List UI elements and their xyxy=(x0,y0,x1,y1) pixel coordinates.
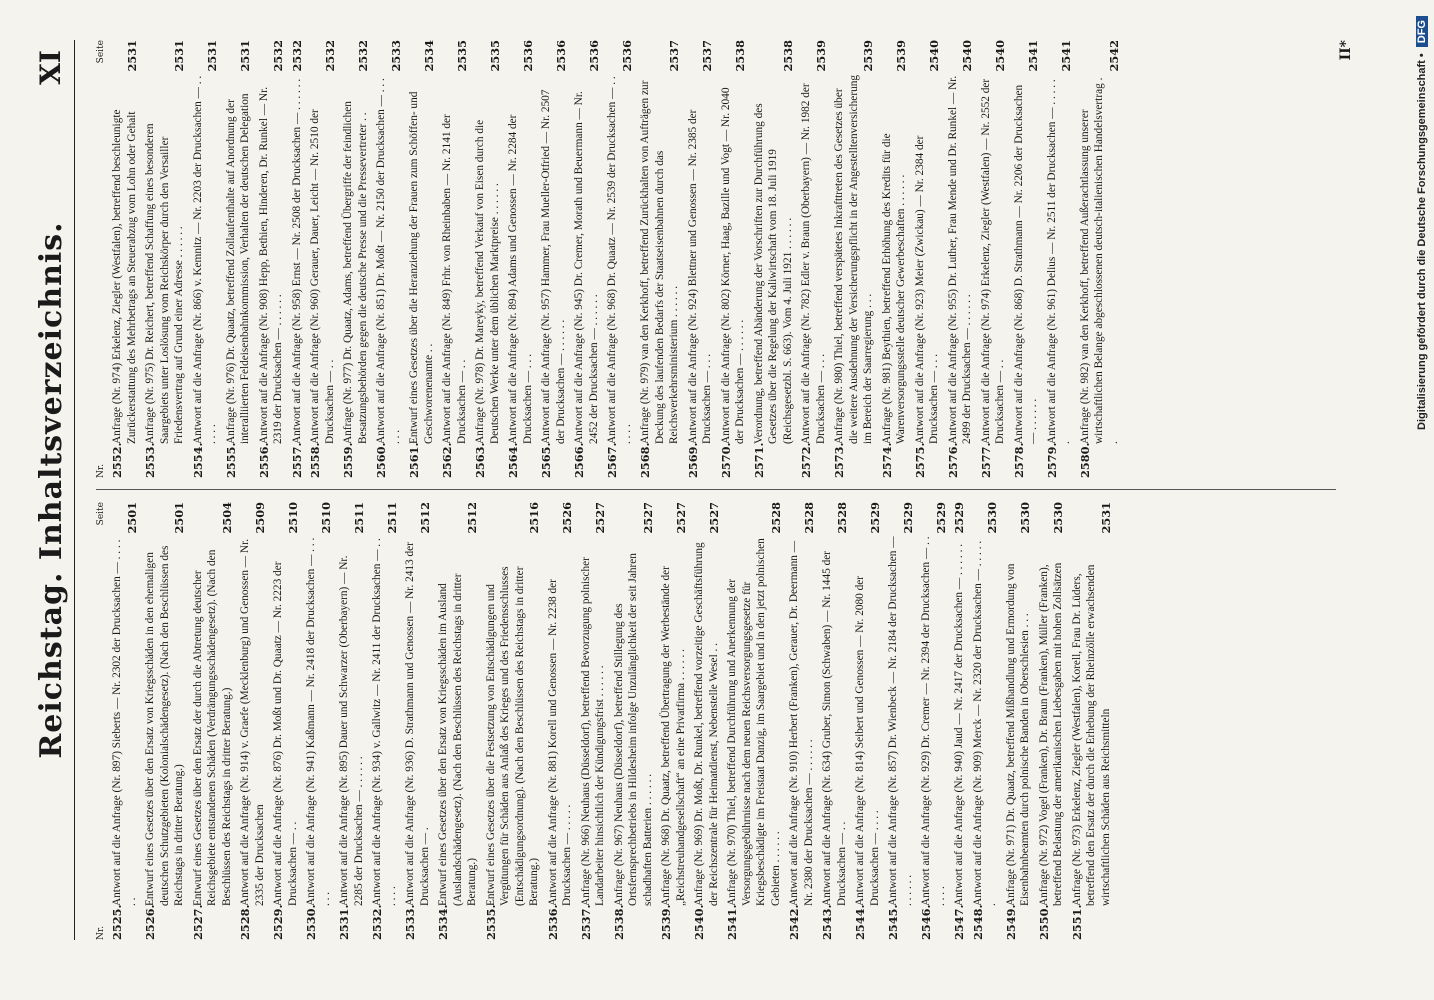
entry-text: Antwort auf die Anfrage (Nr. 955) Dr. Luther, Frau Mende und Dr. Runkel — Nr. 2499 der Drucksachen — . . . . . . xyxy=(946,75,973,444)
entry-page: 2526 xyxy=(560,502,574,534)
dfg-logo: DFG xyxy=(1416,16,1428,47)
entry-number: 2529. xyxy=(271,904,285,940)
index-entry xyxy=(579,502,608,940)
entry-page: 2527 xyxy=(593,502,607,534)
index-entry xyxy=(271,502,300,940)
index-entry xyxy=(913,40,942,478)
entry-text: Entwurf eines Gesetzes über den Ersatz der durch die Abtretung deutscher Reichsgebiete entstandenen Schäden (Verdrängungsschädengesetz). (Nach den Beschlüssen des Reichstags in dritter Beratung.) xyxy=(191,549,233,906)
index-entry xyxy=(919,502,948,940)
header-rule xyxy=(74,40,75,940)
entry-text: Antwort auf die Anfrage (Nr. 634) Gruber, Simon (Schwaben) — Nr. 1445 der Drucksachen — . . xyxy=(821,550,848,906)
index-entry xyxy=(337,502,366,940)
entry-text: Antwort auf die Anfrage (Nr. 908) Hepp, Bethien, Hinderen, Dr. Runkel — Nr. 2319 der Drucksachen — . . . . . . xyxy=(257,86,284,444)
index-entry xyxy=(1037,502,1066,940)
index-entry xyxy=(110,40,139,478)
entry-number: 2562. xyxy=(440,442,454,478)
entry-page: 2540 xyxy=(927,40,941,72)
entry-page: 2536 xyxy=(553,40,568,72)
entry-page: 2534 xyxy=(421,40,436,72)
index-entry xyxy=(692,502,721,940)
index-entry xyxy=(572,40,601,478)
entry-page: 2535 xyxy=(487,40,502,72)
nr-label: Nr. xyxy=(96,925,106,940)
index-entry xyxy=(979,40,1008,478)
entry-page: 2501 xyxy=(124,502,139,534)
entry-number: 2542. xyxy=(787,904,801,940)
entry-number: 2576. xyxy=(945,442,960,478)
entry-page: 2539 xyxy=(894,40,908,72)
entry-page: 2535 xyxy=(454,40,469,72)
index-entry xyxy=(612,502,656,940)
entry-number: 2577. xyxy=(978,442,993,478)
entry-page: 2531 xyxy=(172,40,186,72)
entry-text: Antwort auf die Anfrage (Nr. 851) Dr. Moßt — Nr. 2150 der Drucksachen — . . . . . . xyxy=(375,78,402,444)
entry-text: Anfrage (Nr. 968) Dr. Quaatz, betreffend Übertragung der Werbestände der „Reichstreuhandgesellschaft“ an eine Privatfirma . . . . . . xyxy=(660,566,687,906)
column-divider xyxy=(96,489,1336,490)
entry-text: Anfrage (Nr. 971) Dr. Quaatz, betreffend Mißhandlung und Ermordung von Eisenbahnbeamten durch polnische Banden in Oberschlesien . . . xyxy=(1004,563,1031,906)
entry-page: 2509 xyxy=(252,502,267,534)
entry-text: Entwurf eines Gesetzes über den Ersatz von Kriegsschäden in den ehemaligen deutschen Schutzgebieten (Kolonialschädengesetz). (Nach den Beschlüssen des Reichstags in dritter Beratung.) xyxy=(144,545,185,906)
entry-page: 2511 xyxy=(351,502,366,534)
entry-text: Antwort auf die Anfrage (Nr. 894) Adams und Genossen — Nr. 2284 der Drucksachen — . . . xyxy=(507,114,534,444)
entry-text: Antwort auf die Anfrage (Nr. 929) Dr. Cremer — Nr. 2394 der Drucksachen — . . . . . . xyxy=(920,536,947,906)
entry-number: 2572. xyxy=(799,442,813,478)
index-entry xyxy=(436,502,480,940)
entry-number: 2525. xyxy=(110,904,124,940)
entry-text: Antwort auf die Anfrage (Nr. 924) Blettner und Genossen — Nr. 2385 der Drucksachen — . . . xyxy=(686,109,713,444)
entry-text: Antwort auf die Anfrage (Nr. 958) Ernst — Nr. 2508 der Drucksachen — . . . . . . xyxy=(290,78,303,444)
entry-number: 2546. xyxy=(919,904,933,940)
entry-number: 2526. xyxy=(143,904,157,940)
entry-number: 2569. xyxy=(685,442,700,478)
index-entry xyxy=(143,40,187,478)
entry-page: 2528 xyxy=(834,502,849,534)
entry-number: 2550. xyxy=(1036,904,1051,940)
entry-number: 2565. xyxy=(539,442,553,478)
index-entry xyxy=(719,40,748,478)
entry-page: 2532 xyxy=(355,40,370,72)
index-entry xyxy=(308,40,337,478)
credit-text: Digitalisierung gefördert durch die Deutsche Forschungsgemeinschaft • xyxy=(1416,53,1428,430)
index-entry xyxy=(407,40,436,478)
entry-text: Anfrage (Nr. 967) Neuhaus (Düsseldorf), betreffend Stillegung des Ortsfernsprechbetriebs in Hildesheim infolge Unzulänglichkeit der seit Jahren schadhaften Batterien . . . . . . xyxy=(612,553,654,906)
index-entry xyxy=(952,502,967,940)
entry-page: 2532 xyxy=(271,40,285,72)
index-entry xyxy=(374,40,403,478)
entry-number: 2555. xyxy=(223,442,238,478)
entry-page: 2529 xyxy=(900,502,915,534)
left-column xyxy=(96,502,1117,940)
index-entry xyxy=(546,502,575,940)
entry-text: Antwort auf die Anfrage (Nr. 941) Kaßmann — Nr. 2418 der Drucksachen — . . . . . . xyxy=(305,537,332,906)
entry-page: 2527 xyxy=(706,502,721,534)
entry-text: Anfrage (Nr. 966) Neuhaus (Düsseldorf), betreffend Bevorzugung polnischer Landarbeiter hinsichtlich der Kündigungsfrist . . . . . . xyxy=(579,557,606,906)
entry-number: 2578. xyxy=(1011,442,1026,478)
entry-number: 2540. xyxy=(692,904,706,940)
entry-number: 2574. xyxy=(879,442,894,478)
entry-page: 2541 xyxy=(1059,40,1073,72)
index-entry xyxy=(1045,40,1074,478)
entry-page: 2530 xyxy=(1018,502,1032,534)
entry-number: 2541. xyxy=(725,904,739,940)
entry-number: 2538. xyxy=(611,904,626,940)
entry-text: Antwort auf die Anfrage (Nr. 876) Dr. Moßt und Dr. Quaatz — Nr. 2223 der Drucksachen — . . xyxy=(272,561,299,906)
index-entry xyxy=(257,40,286,478)
entry-number: 2553. xyxy=(143,442,157,478)
entry-page: 2527 xyxy=(640,502,655,534)
entry-text: Antwort auf die Anfrage (Nr. 895) Dauer und Schwarzer (Oberbayern) — Nr. 2285 der Drucksachen — . . . . . . xyxy=(338,555,365,906)
right-column xyxy=(96,40,1125,478)
index-entry xyxy=(484,502,542,940)
column-header xyxy=(96,502,110,940)
entry-text: Anfrage (Nr. 978) Dr. Mareyky, betreffend Verkauf von Eisen durch die Deutschen Werke unter dem üblichen Marktpreise . . . . . . xyxy=(474,119,501,444)
index-entry xyxy=(506,40,535,478)
entry-number: 2558. xyxy=(308,442,322,478)
entry-number: 2570. xyxy=(718,442,733,478)
entry-page: 2539 xyxy=(813,40,828,72)
index-entry xyxy=(370,502,399,940)
index-entry xyxy=(605,40,634,478)
entry-text: Anfrage (Nr. 973) Erkelenz, Ziegler (Westfalen), Korell, Frau Dr. Lüders, betreffend den Ersatz der durch die Erhebung der Rheinzölle erwachsenden wirtschaftlichen Schäden aus Reichsmitteln xyxy=(1070,564,1112,906)
entry-text: Anfrage (Nr. 970) Thiel, betreffend Durchführung und Anerkennung der Versorgungsgebührnisse nach dem neuen Reichsversorgungsgesetze für Kriegsbeschädigte im Freistaat Danzig, im Saargebiet und in den jetzt polnischen Gebieten . . . . . . xyxy=(726,538,782,906)
entry-page: 2531 xyxy=(205,40,219,72)
entry-text: Anfrage (Nr. 972) Vogel (Franken), Dr. Braun (Franken), Müller (Franken), betreffend Belastung der amerikanischen Liebesgaben mit hohen Zollsätzen xyxy=(1037,562,1064,906)
entry-number: 2533. xyxy=(403,904,417,940)
seite-label: Seite xyxy=(96,502,106,526)
entry-number: 2537. xyxy=(578,904,593,940)
entry-page: 2531 xyxy=(1098,502,1113,534)
index-entry xyxy=(143,502,187,940)
entry-number: 2560. xyxy=(374,442,388,478)
entry-number: 2551. xyxy=(1069,904,1084,940)
index-entry xyxy=(880,40,909,478)
entry-text: Antwort auf die Anfrage (Nr. 881) Korell und Genossen — Nr. 2238 der Drucksachen — . . . . . xyxy=(546,579,573,906)
entry-number: 2545. xyxy=(886,904,900,940)
index-entry xyxy=(341,40,370,478)
entry-page: 2541 xyxy=(1026,40,1040,72)
entry-page: 2528 xyxy=(801,502,816,534)
entry-page: 2530 xyxy=(1051,502,1065,534)
entry-number: 2566. xyxy=(572,442,586,478)
entry-text: Antwort auf die Anfrage (Nr. 802) Körner, Haag, Bazille und Vogt — Nr. 2040 der Drucksachen — . . . . . . xyxy=(719,87,746,444)
entry-text: Anfrage (Nr. 976) Dr. Quaatz, betreffend Zollaufenthalte auf Anordnung der interalliierten Feldeisenbahnkommission, Verhalten der deutschen Delegation xyxy=(224,93,251,444)
entry-number: 2580. xyxy=(1077,442,1092,478)
index-entry xyxy=(638,40,682,478)
entry-number: 2559. xyxy=(341,442,355,478)
entry-text: Antwort auf die Anfrage (Nr. 914) v. Graefe (Mecklenburg) und Genossen — Nr. 2335 der Drucksachen xyxy=(239,538,266,906)
page-header xyxy=(34,40,78,940)
entry-page: 2510 xyxy=(285,502,300,534)
entry-page: 2510 xyxy=(318,502,333,534)
entry-page: 2531 xyxy=(124,40,139,72)
entry-number: 2534. xyxy=(436,904,450,940)
entry-number: 2561. xyxy=(407,442,421,478)
index-entry xyxy=(304,502,333,940)
entry-text: Antwort auf die Anfrage (Nr. 849) Frhr. von Rheinbaben — Nr. 2141 der Drucksachen — . . xyxy=(441,114,468,444)
entry-page: 2531 xyxy=(238,40,252,72)
index-entry xyxy=(886,502,915,940)
index-entry xyxy=(946,40,975,478)
entry-number: 2530. xyxy=(304,904,318,940)
entry-page: 2529 xyxy=(867,502,882,534)
entry-page: 2529 xyxy=(933,502,948,534)
index-entry xyxy=(1012,40,1041,478)
entry-page: 2538 xyxy=(733,40,747,72)
entry-text: Antwort auf die Anfrage (Nr. 923) Meier (Zwickau) — Nr. 2384 der Drucksachen — . . . xyxy=(913,135,940,444)
entry-text: Anfrage (Nr. 969) Dr. Moßt, Dr. Runkel, betreffend vorzeitige Geschäftsführung der Reichszentrale für Heimatdienst, Nebenstelle Wesel . . xyxy=(693,542,720,906)
entry-page: 2530 xyxy=(985,502,999,534)
entry-text: Entwurf eines Gesetzes über die Heranziehung der Frauen zum Schöffen- und Geschworenenamte . . xyxy=(408,91,435,444)
page-title: Reichstag. Inhaltsverzeichnis. xyxy=(34,221,69,759)
entry-page: 2516 xyxy=(527,502,541,534)
entry-text: Antwort auf die Anfrage (Nr. 936) D. Strathmann und Genossen — Nr. 2413 der Drucksachen — . xyxy=(404,542,431,906)
entry-text: Antwort auf die Anfrage (Nr. 960) Gerauer, Dauer, Leicht — Nr. 2510 der Drucksachen — . . xyxy=(309,109,336,444)
entry-page: 2537 xyxy=(667,40,681,72)
entry-number: 2527. xyxy=(190,904,205,940)
entry-number: 2564. xyxy=(506,442,520,478)
entry-text: Anfrage (Nr. 975) Dr. Reichert, betreffend Schaffung eines besonderen Saargebiets unter Loslösung vom Reichskörper durch den Versailler Friedensvertrag auf Grund einer Adresse . . . . . . xyxy=(144,123,185,444)
nr-label: Nr. xyxy=(96,463,106,478)
entry-page: 2512 xyxy=(417,502,432,534)
entry-page: 2538 xyxy=(780,40,795,72)
entry-number: 2532. xyxy=(370,904,384,940)
entry-text: Antwort auf die Anfrage (Nr. 934) v. Gallwitz — Nr. 2411 der Drucksachen — . . . . . . xyxy=(371,538,398,906)
entry-number: 2544. xyxy=(853,904,867,940)
index-entry xyxy=(659,502,688,940)
index-entry xyxy=(403,502,432,940)
index-entry xyxy=(191,502,235,940)
index-entry xyxy=(787,502,816,940)
entry-number: 2535. xyxy=(483,904,498,940)
entry-number: 2568. xyxy=(638,442,652,478)
index-entry xyxy=(290,40,305,478)
entry-text: Antwort auf die Anfrage (Nr. 814) Seibert und Genossen — Nr. 2080 der Drucksachen — . . . . xyxy=(854,575,881,906)
entry-number: 2554. xyxy=(190,442,205,478)
index-entry xyxy=(820,502,849,940)
entry-text: Antwort auf die Anfrage (Nr. 974) Erkelenz, Ziegler (Westfalen) — Nr. 2552 der Drucksachen — . . xyxy=(979,78,1006,444)
entry-number: 2556. xyxy=(256,442,271,478)
entry-page: 2504 xyxy=(219,502,234,534)
digitization-credit xyxy=(1410,0,1434,1000)
entry-text: Anfrage (Nr. 974) Erkelenz, Ziegler (Westfalen), betreffend beschleunigte Zurückerstattung des Mehrbetrags an Steuerabzug vom Lohn oder Gehalt xyxy=(111,109,138,444)
index-entry xyxy=(238,502,267,940)
entry-text: Antwort auf die Anfrage (Nr. 961) Delius — Nr. 2511 der Drucksachen — . . . . . . xyxy=(1045,79,1072,444)
index-entry xyxy=(1004,502,1033,940)
entry-number: 2552. xyxy=(110,442,124,478)
entry-number: 2531. xyxy=(337,904,351,940)
entry-text: Entwurf eines Gesetzes über die Festsetzung von Entschädigungen und Vergütungen für Schäden aus Anlaß des Krieges und des Friedensschlusses (Entschädigungsordnung). (Nach den Beschlüssen des Reichstags in dritter Beratung.) xyxy=(484,566,540,906)
entry-number: 2528. xyxy=(238,904,252,940)
entry-text: Antwort auf die Anfrage (Nr. 897) Sieberts — Nr. 2302 der Drucksachen — . . . . . . xyxy=(111,539,138,906)
index-entry xyxy=(1078,40,1122,478)
entry-number: 2563. xyxy=(473,442,487,478)
entry-number: 2579. xyxy=(1044,442,1059,478)
index-entry xyxy=(110,502,139,940)
entry-page: 2532 xyxy=(289,40,304,72)
entry-text: Anfrage (Nr. 981) Beythien, betreffend Erhöhung des Kredits für die Warenversorgungsstelle deutscher Gewerbeschaften . . . . . . xyxy=(880,133,907,444)
entry-number: 2536. xyxy=(545,904,560,940)
index-entry xyxy=(853,502,882,940)
entry-text: Antwort auf die Anfrage (Nr. 940) Jaud — Nr. 2417 der Drucksachen — . . . . . . xyxy=(953,543,965,906)
entry-text: Antwort auf die Anfrage (Nr. 857) Dr. Wienbeck — Nr. 2184 der Drucksachen — . . . . . . xyxy=(887,536,914,906)
index-entry xyxy=(752,40,796,478)
entry-text: Antwort auf die Anfrage (Nr. 957) Hammer, Frau Mueller-Otfried — Nr. 2507 der Drucksachen — . . . . . . xyxy=(540,89,567,444)
entry-page: 2542 xyxy=(1106,40,1121,72)
index-entry xyxy=(473,40,502,478)
entry-text: Antwort auf die Anfrage (Nr. 910) Herbert (Franken), Gerauer, Dr. Deermann — Nr. 2380 der Drucksachen — . . . . . . xyxy=(788,541,815,906)
index-entry xyxy=(191,40,220,478)
entry-text: Antwort auf die Anfrage (Nr. 945) Dr. Cremer, Morath und Beuermann — Nr. 2452 der Drucksachen — . . . . . . xyxy=(573,91,600,444)
entry-page: 2529 xyxy=(952,502,966,534)
column-header xyxy=(96,40,110,478)
entry-number: 2571. xyxy=(751,442,766,478)
index-entry xyxy=(832,40,876,478)
entry-text: Entwurf eines Gesetzes über den Ersatz von Kriegsschäden im Ausland (Auslandschädengesetz). (Nach den Beschlüssen des Reichstags in dritter Beratung.) xyxy=(437,573,478,906)
entry-number: 2567. xyxy=(605,442,619,478)
entry-number: 2548. xyxy=(970,904,985,940)
index-entry xyxy=(686,40,715,478)
entry-page: 2512 xyxy=(465,502,479,534)
entry-text: Anfrage (Nr. 979) van den Kerkhoff, betreffend Zurückhalten von Aufträgen zur Deckung des laufenden Bedarfs der Staatseisenbahnen durch das Reichsverkehrsministerium . . . . . . xyxy=(639,80,680,444)
index-entry xyxy=(224,40,253,478)
entry-text: Antwort auf die Anfrage (Nr. 868) D. Strathmann — Nr. 2206 der Drucksachen — . . . . . . xyxy=(1012,84,1039,444)
entry-number: 2573. xyxy=(832,442,846,478)
seite-label: Seite xyxy=(96,40,106,64)
entry-page: 2540 xyxy=(993,40,1007,72)
entry-text: Antwort auf die Anfrage (Nr. 866) v. Kemnitz — Nr. 2203 der Drucksachen — . . . . . . xyxy=(191,75,218,444)
index-entry xyxy=(799,40,828,478)
index-entry xyxy=(1070,502,1114,940)
entry-number: 2539. xyxy=(659,904,673,940)
entry-page: 2501 xyxy=(172,502,186,534)
entry-page: 2532 xyxy=(322,40,337,72)
entry-text: Anfrage (Nr. 980) Thiel, betreffend verspätetes Inkrafttreten des Gesetzes über die weitere Ausdehnung der Versicherungspflicht in der Angestelltenversicherung im Bereich der Saarregierung . . . xyxy=(833,74,874,444)
entry-page: 2539 xyxy=(861,40,875,72)
sheet-signature: II* xyxy=(1338,40,1354,61)
entry-page: 2536 xyxy=(520,40,535,72)
index-entry xyxy=(725,502,783,940)
entry-page: 2536 xyxy=(619,40,634,72)
entry-page: 2540 xyxy=(960,40,974,72)
entry-number: 2547. xyxy=(952,904,966,940)
entry-page: 2536 xyxy=(586,40,601,72)
entry-text: Antwort auf die Anfrage (Nr. 968) Dr. Quaatz — Nr. 2539 der Drucksachen — . . . . . . xyxy=(606,76,633,444)
entry-number: 2557. xyxy=(289,442,304,478)
entry-page: 2527 xyxy=(673,502,688,534)
index-entry xyxy=(440,40,469,478)
entry-page: 2533 xyxy=(388,40,403,72)
entry-page: 2537 xyxy=(700,40,714,72)
page-number: XI xyxy=(34,50,67,85)
entry-text: Anfrage (Nr. 982) van den Kerkhoff, betreffend Außerachtlassung unserer wirtschaftlichen Belange abgeschlossenen deutsch-italienischen Handelsvertrag . . xyxy=(1078,77,1120,444)
index-entry xyxy=(971,502,1000,940)
entry-page: 2511 xyxy=(384,502,399,534)
index-entry xyxy=(539,40,568,478)
entry-text: Verordnung, betreffend Abänderung der Vorschriften zur Durchführung des Gesetzes über die Regelung der Kaliwirtschaft vom 18. Juli 1919 (Reichsgesetzbl. S. 663). Vom 4. Juli 1921 . . . . . . xyxy=(752,103,794,444)
entry-text: Antwort auf die Anfrage (Nr. 782) Edler v. Braun (Oberbayern) — Nr. 1982 der Drucksachen — . . . xyxy=(800,83,827,444)
entry-page: 2528 xyxy=(768,502,783,534)
entry-number: 2543. xyxy=(820,904,834,940)
entry-number: 2575. xyxy=(912,442,927,478)
entry-text: Anfrage (Nr. 977) Dr. Quaatz, Adams, betreffend Übergriffe der feindlichen Besatzungsbehörden gegen die deutsche Presse und die Pressevertreter . . xyxy=(342,101,369,444)
entry-text: Antwort auf die Anfrage (Nr. 909) Merck — Nr. 2320 der Drucksachen — . . . . . . xyxy=(971,540,998,906)
entry-number: 2549. xyxy=(1003,904,1018,940)
